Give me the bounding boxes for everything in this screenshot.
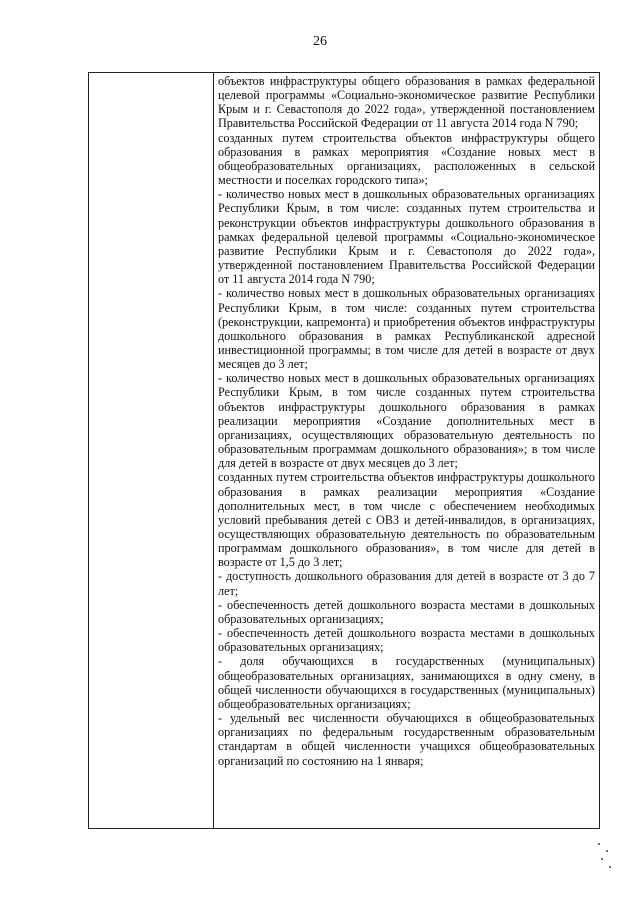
table-paragraph: объектов инфраструктуры общего образования в рамках федеральной целевой программы «Социально-экономическое развитие Республики Крым и г. Севастополя до 2022 года», утвержденной постановлением Правительства Российской Федерации от 11 августа 2014 года N 790; — [218, 74, 595, 131]
table-paragraph: созданных путем строительства объектов инфраструктуры общего образования в рамках мероприятия «Создание новых мест в общеобразовательных организациях, расположенных в сельской местности и поселках городского типа»; — [218, 130, 595, 188]
table-paragraph: - количество новых мест в дошкольных образовательных организациях Республики Крым, в том числе созданных путем строительства объектов инфраструктуры дошкольного образования в рамках реализации мероприятия «Создание дополнительных мест в организациях, осуществляющих образовательную деятельность по образовательным программам дошкольного образования»; в том числе для детей в возрасте от двух месяцев до 3 лет; — [218, 371, 595, 471]
table-paragraph: - обеспеченность детей дошкольного возраста местами в дошкольных образовательных организациях; — [218, 626, 595, 655]
scan-specks — [594, 841, 614, 871]
table-paragraph: - количество новых мест в дошкольных образовательных организациях Республики Крым, в том числе: созданных путем строительства и реконструкции объектов инфраструктуры дошкольного образования в рамках федеральной целевой программы «Социально-экономическое развитие Республики Крым и г. Севастополя до 2022 года», утвержденной постановлением Правительства Российской Федерации от 11 августа 2014 года N 790; — [218, 187, 595, 287]
table-left-cell — [89, 73, 214, 828]
table-paragraph: - доля обучающихся в государственных (муниципальных) общеобразовательных организациях, занимающихся в одну смену, в общей численности обучающихся в государственных (муниципальных) общеобразовательных организациях; — [218, 654, 595, 711]
table-paragraph: - удельный вес численности обучающихся в общеобразовательных организациях по федеральным государственным образовательным стандартам в общей численности учащихся общеобразовательных организаций по состоянию на 1 января; — [218, 711, 595, 768]
document-table — [88, 72, 600, 829]
table-paragraph: - количество новых мест в дошкольных образовательных организациях Республики Крым, в том числе: созданных путем строительства (реконструкции, капремонта) и приобретения объектов инфраструктуры дошкольного образования в рамках Республиканской адресной инвестиционной программы; в том числе для детей в возрасте от двух месяцев до 3 лет; — [218, 286, 595, 372]
table-right-cell — [213, 73, 599, 828]
table-paragraph: - обеспеченность детей дошкольного возраста местами в дошкольных образовательных организациях; — [218, 597, 595, 626]
table-paragraph: - доступность дошкольного образования для детей в возрасте от 3 до 7 лет; — [218, 569, 595, 598]
page-number: 26 — [313, 34, 327, 49]
table-paragraph: созданных путем строительства объектов инфраструктуры дошкольного образования в рамках реализации мероприятия «Создание дополнительных мест, в том числе с обеспечением необходимых условий пребывания детей с ОВЗ и детей-инвалидов, в организациях, осуществляющих образовательную деятельность по образовательным программам дошкольного образования», в том числе для детей в возрасте от 1,5 до 3 лет; — [218, 470, 595, 570]
